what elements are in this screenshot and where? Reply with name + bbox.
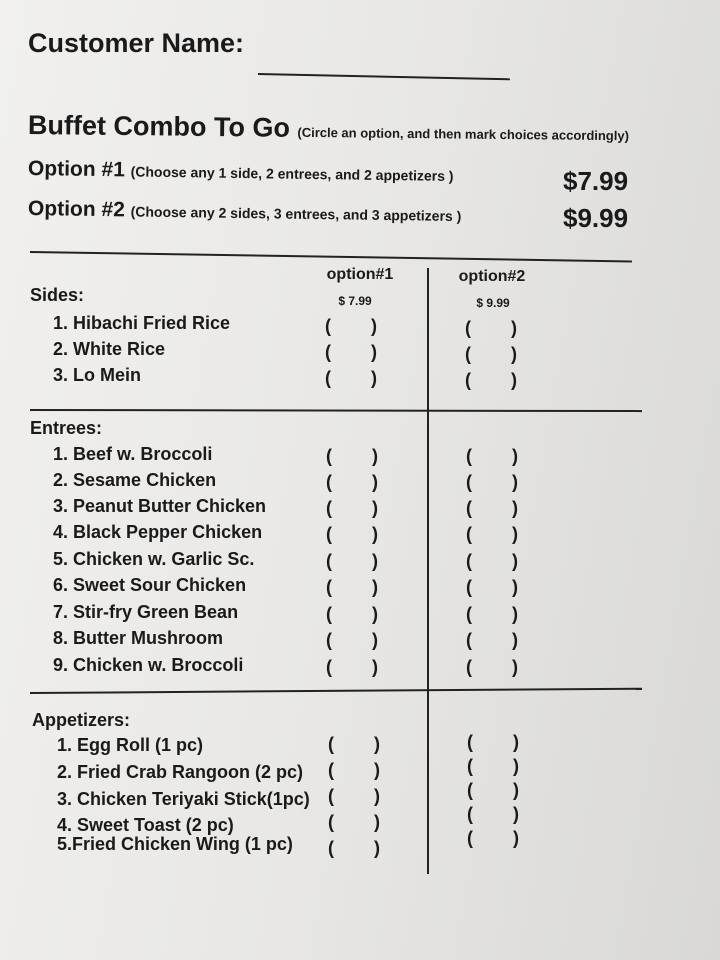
title-note: (Circle an option, and then mark choices accordingly) — [297, 124, 630, 144]
list-item: 2. Sesame Chicken — [53, 470, 217, 490]
column-head-option-2: option#2 — [458, 268, 526, 285]
column-divider — [427, 268, 429, 874]
list-item: 6. Sweet Sour Chicken — [53, 575, 247, 595]
choice-box-opt1[interactable]: ( ) — [326, 657, 378, 677]
list-item: 3. Chicken Teriyaki Stick(1pc) — [57, 789, 310, 809]
list-item: 1. Egg Roll (1 pc) — [57, 735, 204, 755]
list-item: 1. Hibachi Fried Rice — [53, 313, 231, 333]
option-1-desc: (Choose any 1 side, 2 entrees, and 2 appetizers ) — [130, 163, 454, 184]
list-item: 5. Chicken w. Garlic Sc. — [53, 549, 255, 569]
choice-box-opt2[interactable]: ( ) — [466, 551, 518, 571]
choice-box-opt1[interactable]: ( ) — [326, 524, 378, 544]
choice-box-opt2[interactable]: ( ) — [466, 524, 518, 544]
choice-box-opt1[interactable]: ( ) — [326, 577, 378, 597]
customer-name-line[interactable] — [258, 73, 510, 80]
choice-box-opt1[interactable]: ( ) — [328, 812, 380, 832]
divider-entrees — [30, 688, 642, 694]
choice-box-opt1[interactable]: ( ) — [326, 498, 378, 518]
choice-box-opt2[interactable]: ( ) — [467, 780, 519, 800]
choice-box-opt1[interactable]: ( ) — [325, 368, 377, 388]
option-2-desc: (Choose any 2 sides, 3 entrees, and 3 appetizers ) — [130, 203, 462, 225]
divider-top — [30, 251, 632, 262]
list-item: 2. Fried Crab Rangoon (2 pc) — [57, 762, 304, 782]
sides-heading: Sides: — [30, 285, 85, 305]
choice-box-opt1[interactable]: ( ) — [325, 342, 377, 362]
choice-box-opt2[interactable]: ( ) — [466, 446, 518, 466]
option-2-label: Option #2 — [27, 197, 126, 222]
choice-box-opt2[interactable]: ( ) — [467, 804, 519, 824]
list-item: 5.Fried Chicken Wing (1 pc) — [57, 834, 293, 854]
column-price-option-2: $ 9.99 — [476, 296, 510, 310]
list-item: 4. Sweet Toast (2 pc) — [57, 815, 234, 835]
choice-box-opt1[interactable]: ( ) — [326, 446, 378, 466]
choice-box-opt2[interactable]: ( ) — [465, 370, 517, 390]
column-head-option-1: option#1 — [326, 266, 394, 283]
list-item: 8. Butter Mushroom — [53, 628, 224, 648]
option-2-row[interactable] — [28, 197, 462, 227]
list-item: 3. Lo Mein — [53, 365, 142, 385]
option-1-row[interactable] — [28, 157, 454, 187]
choice-box-opt1[interactable]: ( ) — [326, 551, 378, 571]
entrees-heading: Entrees: — [30, 418, 103, 438]
choice-box-opt1[interactable]: ( ) — [325, 316, 377, 336]
option-2-price: $9.99 — [563, 203, 629, 233]
choice-box-opt2[interactable]: ( ) — [466, 604, 518, 624]
choice-box-opt1[interactable]: ( ) — [326, 630, 378, 650]
column-price-option-1: $ 7.99 — [338, 294, 372, 308]
page-title — [28, 110, 629, 147]
option-1-price: $7.99 — [563, 166, 629, 196]
list-item: 7. Stir-fry Green Bean — [53, 602, 239, 622]
list-item: 3. Peanut Butter Chicken — [53, 496, 267, 516]
choice-box-opt2[interactable]: ( ) — [466, 630, 518, 650]
choice-box-opt2[interactable]: ( ) — [465, 318, 517, 338]
choice-box-opt2[interactable]: ( ) — [466, 577, 518, 597]
choice-box-opt1[interactable]: ( ) — [328, 786, 380, 806]
choice-box-opt2[interactable]: ( ) — [466, 498, 518, 518]
choice-box-opt1[interactable]: ( ) — [328, 760, 380, 780]
choice-box-opt2[interactable]: ( ) — [467, 732, 519, 752]
divider-sides — [30, 409, 642, 412]
choice-box-opt1[interactable]: ( ) — [328, 838, 380, 858]
list-item: 1. Beef w. Broccoli — [53, 444, 213, 464]
list-item: 9. Chicken w. Broccoli — [53, 655, 244, 675]
appetizers-heading: Appetizers: — [32, 710, 131, 730]
choice-box-opt2[interactable]: ( ) — [467, 756, 519, 776]
choice-box-opt1[interactable]: ( ) — [326, 472, 378, 492]
option-1-label: Option #1 — [27, 157, 126, 182]
list-item: 2. White Rice — [53, 339, 166, 359]
choice-box-opt1[interactable]: ( ) — [326, 604, 378, 624]
choice-box-opt2[interactable]: ( ) — [467, 828, 519, 848]
choice-box-opt2[interactable]: ( ) — [466, 657, 518, 677]
customer-name-label: Customer Name: — [28, 28, 245, 58]
choice-box-opt1[interactable]: ( ) — [328, 734, 380, 754]
title-main: Buffet Combo To Go — [27, 110, 291, 143]
choice-box-opt2[interactable]: ( ) — [465, 344, 517, 364]
list-item: 4. Black Pepper Chicken — [53, 522, 263, 542]
choice-box-opt2[interactable]: ( ) — [466, 472, 518, 492]
